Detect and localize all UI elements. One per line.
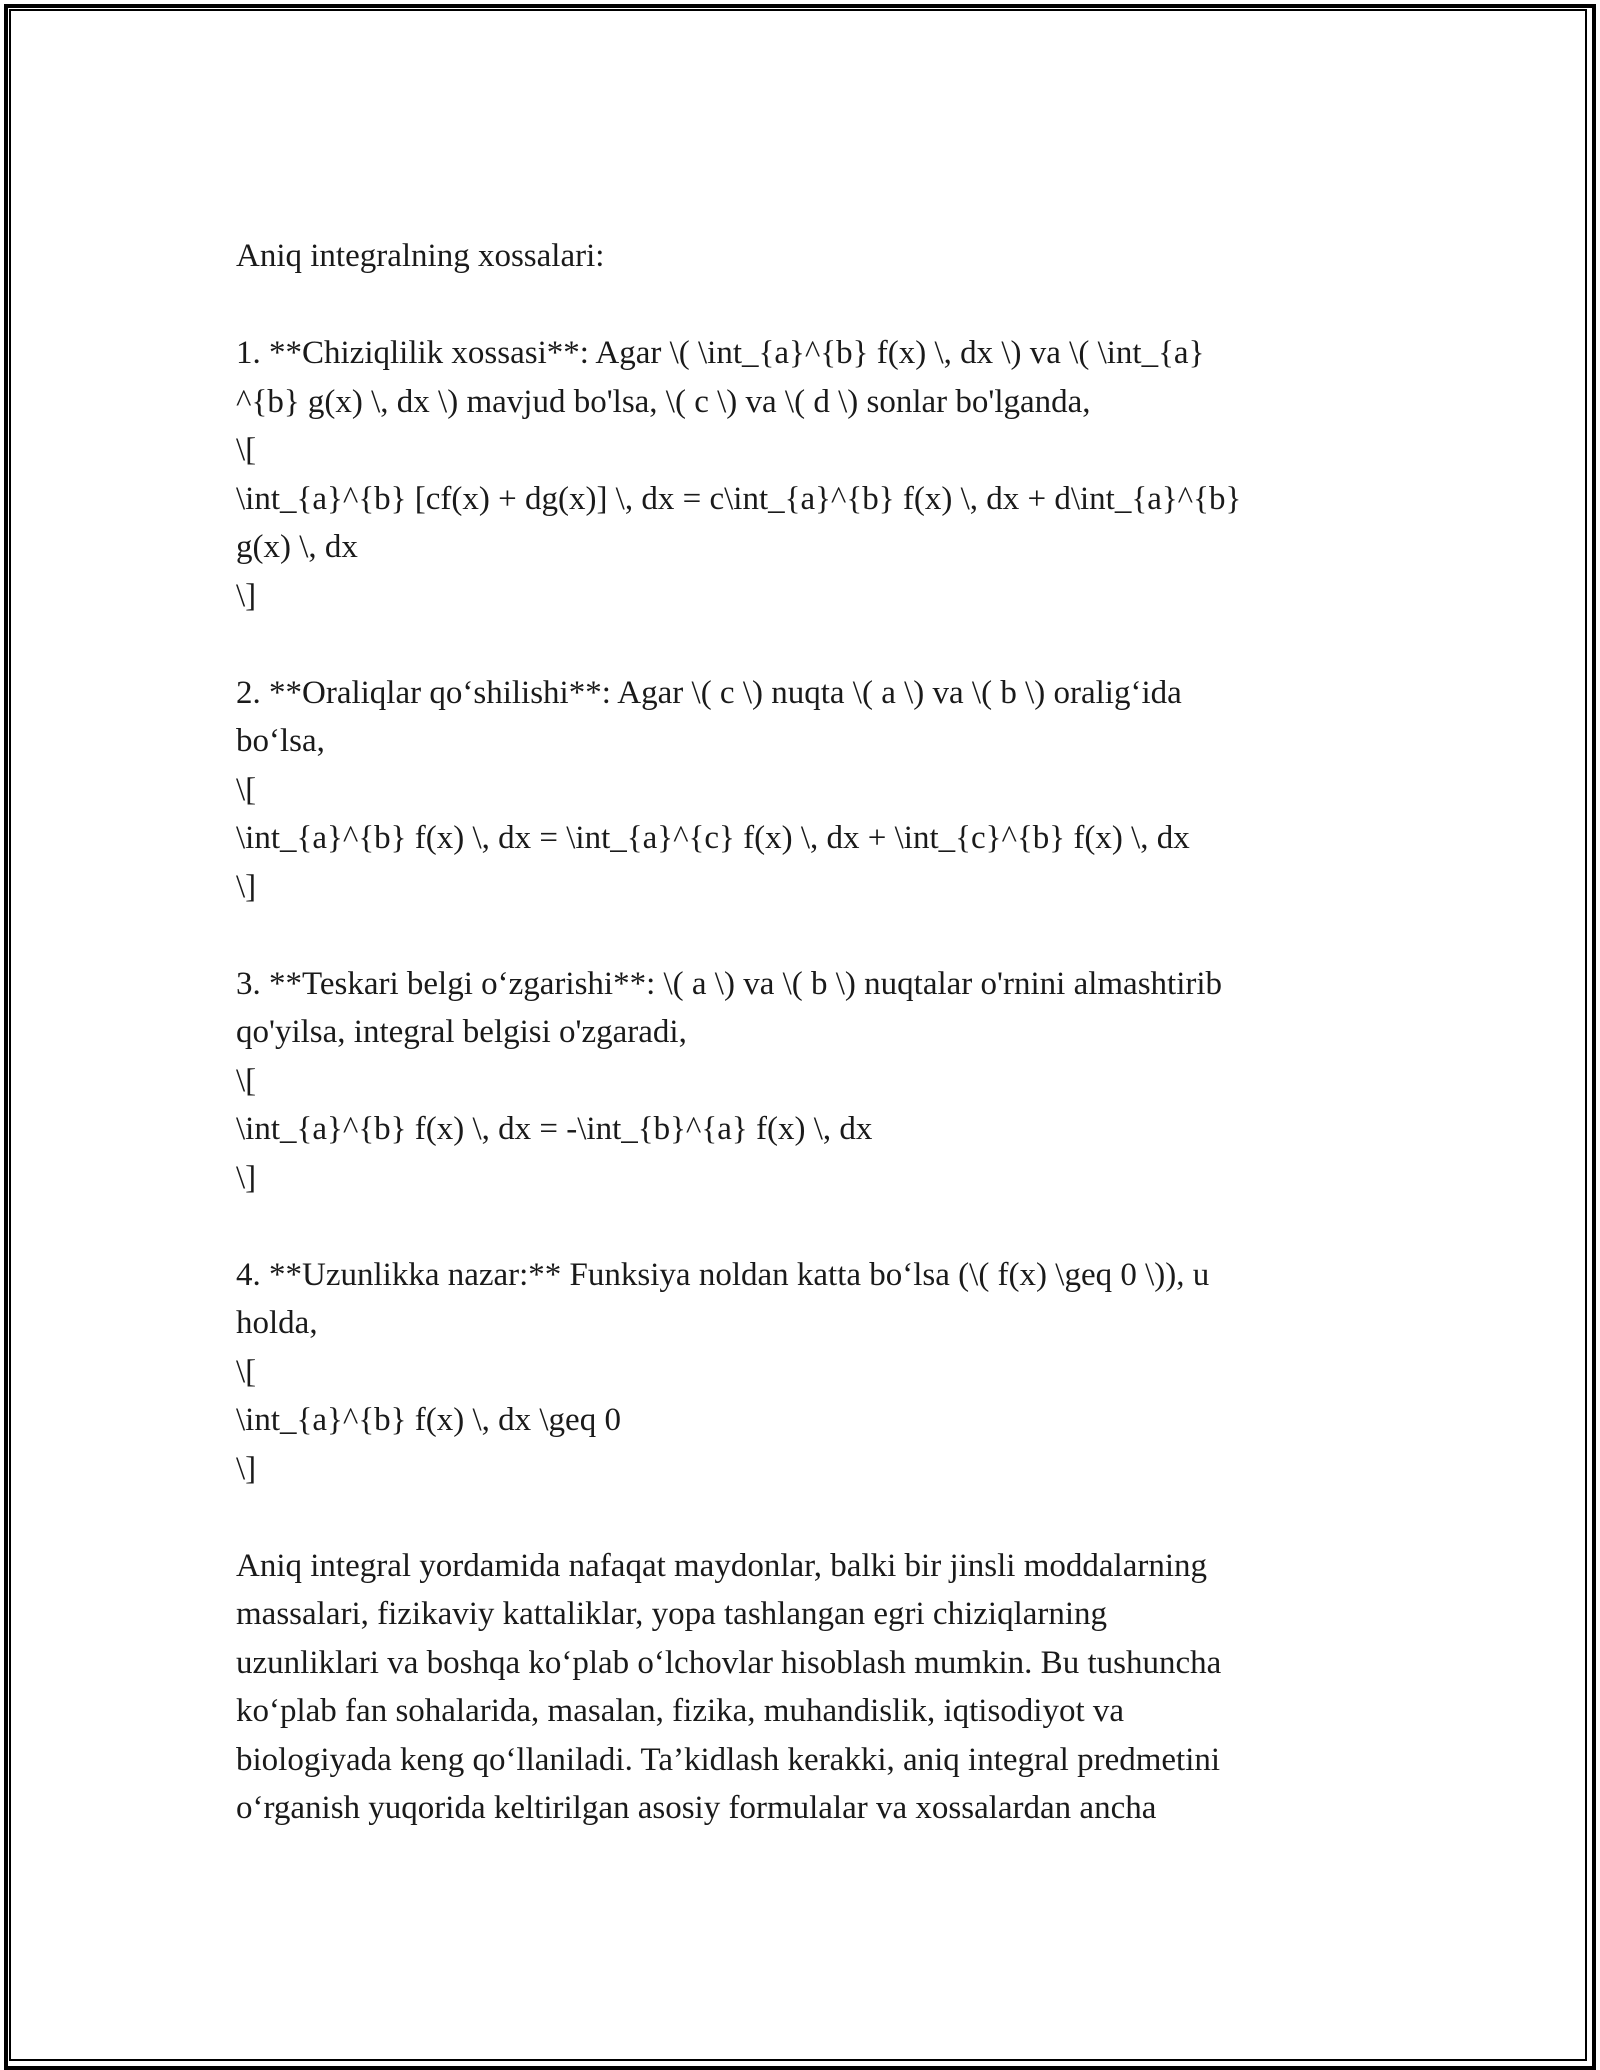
property-item-2 — [236, 669, 1366, 912]
formula-line: g(x) \, dx — [236, 529, 358, 565]
property-item-4 — [236, 1251, 1366, 1494]
spacer — [236, 1202, 1366, 1251]
spacer — [236, 281, 1366, 330]
formula-close: \] — [236, 1450, 257, 1487]
paragraph-line: o‘rganish yuqorida keltirilgan asosiy formulalar va xossalardan ancha — [236, 1790, 1157, 1826]
paragraph-line: massalari, fizikaviy kattaliklar, yopa tashlangan egri chiziqlarning — [236, 1596, 1108, 1632]
spacer — [236, 911, 1366, 960]
paragraph-line: ko‘plab fan sohalarida, masalan, fizika, muhandislik, iqtisodiyot va — [236, 1693, 1125, 1729]
text-line: 2. **Oraliqlar qo‘shilishi**: Agar \( c \) nuqta \( a \) va \( b \) oralig‘ida — [236, 674, 1182, 711]
formula-open: \[ — [236, 1353, 257, 1390]
spacer — [236, 1493, 1366, 1542]
paragraph-line: Aniq integral yordamida nafaqat maydonlar, balki bir jinsli moddalarning — [236, 1547, 1208, 1584]
formula-open: \[ — [236, 432, 257, 468]
text-line: ^{b} g(x) \, dx \) mavjud bo'lsa, \( c \) va \( d \) sonlar bo'lganda, — [236, 383, 1091, 420]
text-line: bo‘lsa, — [236, 723, 325, 759]
formula-open: \[ — [236, 1062, 257, 1099]
formula-line: \int_{a}^{b} f(x) \, dx = \int_{a}^{c} f(x) \, dx + \int_{c}^{b} f(x) \, dx — [236, 820, 1190, 856]
document-heading: Aniq integralning xossalari: — [236, 238, 605, 274]
formula-line: \int_{a}^{b} [cf(x) + dg(x)] \, dx = c\int_{a}^{b} f(x) \, dx + d\int_{a}^{b} — [236, 480, 1242, 517]
formula-close: \] — [236, 868, 257, 905]
document-body — [236, 232, 1366, 1833]
spacer — [236, 620, 1366, 669]
formula-line: \int_{a}^{b} f(x) \, dx \geq 0 — [236, 1402, 621, 1438]
text-line: holda, — [236, 1305, 318, 1341]
text-line: 4. **Uzunlikka nazar:** Funksiya noldan katta bo‘lsa (\( f(x) \geq 0 \)), u — [236, 1256, 1210, 1293]
formula-close: \] — [236, 577, 257, 614]
formula-line: \int_{a}^{b} f(x) \, dx = -\int_{b}^{a} f(x) \, dx — [236, 1111, 873, 1147]
paragraph-line: biologiyada keng qo‘llaniladi. Ta’kidlash kerakki, aniq integral predmetini — [236, 1741, 1221, 1778]
property-item-1 — [236, 329, 1366, 620]
text-line: 1. **Chiziqlilik xossasi**: Agar \( \int_{a}^{b} f(x) \, dx \) va \( \int_{a} — [236, 335, 1205, 371]
property-item-3 — [236, 960, 1366, 1203]
formula-close: \] — [236, 1159, 257, 1196]
closing-paragraph — [236, 1542, 1366, 1833]
paragraph-line: uzunliklari va boshqa ko‘plab o‘lchovlar hisoblash mumkin. Bu tushuncha — [236, 1644, 1222, 1681]
text-line: qo'yilsa, integral belgisi o'zgaradi, — [236, 1014, 687, 1050]
text-line: 3. **Teskari belgi o‘zgarishi**: \( a \) va \( b \) nuqtalar o'rnini almashtirib — [236, 965, 1223, 1002]
formula-open: \[ — [236, 771, 257, 808]
